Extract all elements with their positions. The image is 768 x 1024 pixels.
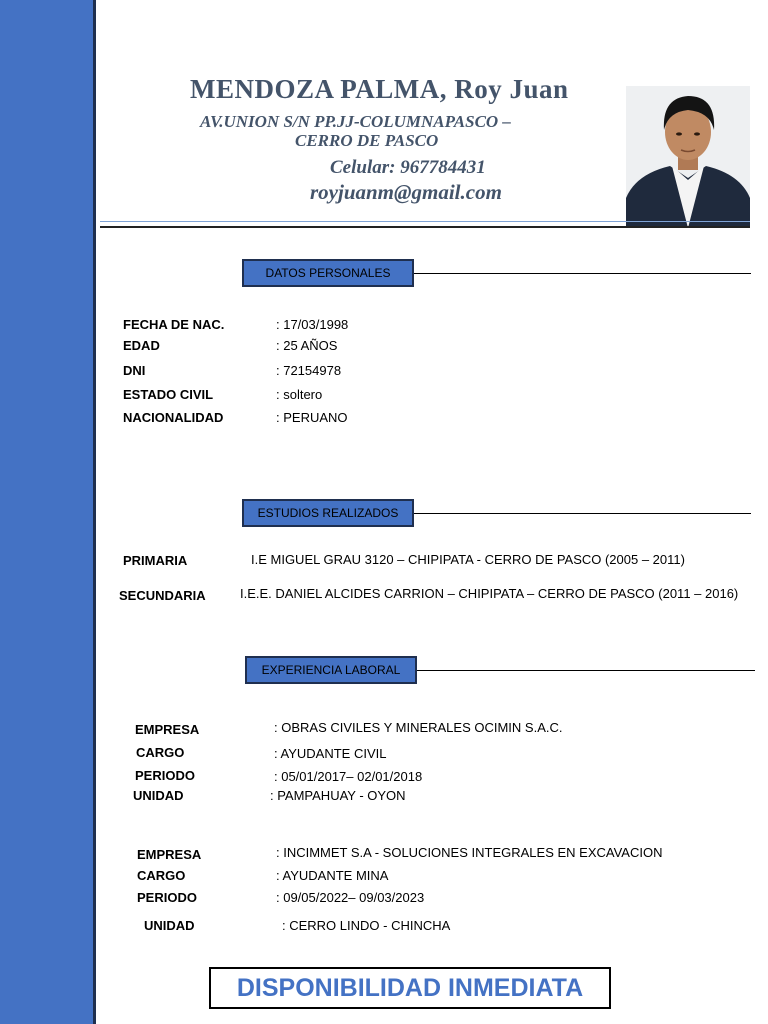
nationality-value: : PERUANO: [276, 410, 348, 425]
civil-status-value: : soltero: [276, 387, 323, 402]
period-value: : 09/05/2022– 09/03/2023: [276, 890, 425, 905]
dni-label: DNI: [123, 363, 146, 378]
address: [200, 112, 560, 150]
unit-label: UNIDAD: [133, 788, 184, 803]
header-divider-thin: [100, 221, 750, 222]
position-label: CARGO: [137, 868, 186, 883]
address-line-2: CERRO DE PASCO: [295, 131, 439, 150]
section-rule: [414, 273, 751, 274]
unit-value: : PAMPAHUAY - OYON: [270, 788, 406, 803]
primary-label: PRIMARIA: [123, 553, 188, 568]
secondary-value: I.E.E. DANIEL ALCIDES CARRION – CHIPIPATA – CERRO DE PASCO (2011 – 2016): [240, 586, 739, 601]
position-label: CARGO: [136, 745, 185, 760]
address-line-1: AV.UNION S/N PP.JJ-COLUMNAPASCO –: [200, 112, 511, 131]
candidate-name: MENDOZA PALMA, Roy Juan: [190, 74, 569, 104]
company-label: EMPRESA: [135, 722, 200, 737]
birthdate-value: : 17/03/1998: [276, 317, 349, 332]
section-studies: ESTUDIOS REALIZADOS: [242, 499, 414, 527]
period-value: : 05/01/2017– 02/01/2018: [274, 769, 423, 784]
age-value: : 25 AÑOS: [276, 338, 338, 353]
company-value: : OBRAS CIVILES Y MINERALES OCIMIN S.A.C.: [274, 720, 563, 735]
profile-photo: [626, 86, 750, 228]
section-experience: EXPERIENCIA LABORAL: [245, 656, 417, 684]
age-label: EDAD: [123, 338, 160, 353]
sidebar-bar: [0, 0, 96, 1024]
email: royjuanm@gmail.com: [310, 180, 502, 204]
position-value: : AYUDANTE MINA: [276, 868, 389, 883]
phone: Celular: 967784431: [330, 157, 486, 178]
secondary-label: SECUNDARIA: [119, 588, 206, 603]
unit-value: : CERRO LINDO - CHINCHA: [282, 918, 451, 933]
position-value: : AYUDANTE CIVIL: [274, 746, 387, 761]
section-personal-data: DATOS PERSONALES: [242, 259, 414, 287]
availability-banner: DISPONIBILIDAD INMEDIATA: [209, 967, 611, 1009]
period-label: PERIODO: [137, 890, 197, 905]
company-label: EMPRESA: [137, 847, 202, 862]
dni-value: : 72154978: [276, 363, 342, 378]
nationality-label: NACIONALIDAD: [123, 410, 224, 425]
civil-status-label: ESTADO CIVIL: [123, 387, 214, 402]
unit-label: UNIDAD: [144, 918, 195, 933]
section-rule: [417, 670, 755, 671]
section-rule: [414, 513, 751, 514]
company-value: : INCIMMET S.A - SOLUCIONES INTEGRALES EN EXCAVACION: [276, 845, 663, 860]
header-divider: [100, 226, 750, 228]
primary-value: I.E MIGUEL GRAU 3120 – CHIPIPATA - CERRO DE PASCO (2005 – 2011): [251, 552, 685, 567]
birthdate-label: FECHA DE NAC.: [123, 317, 225, 332]
period-label: PERIODO: [135, 768, 195, 783]
